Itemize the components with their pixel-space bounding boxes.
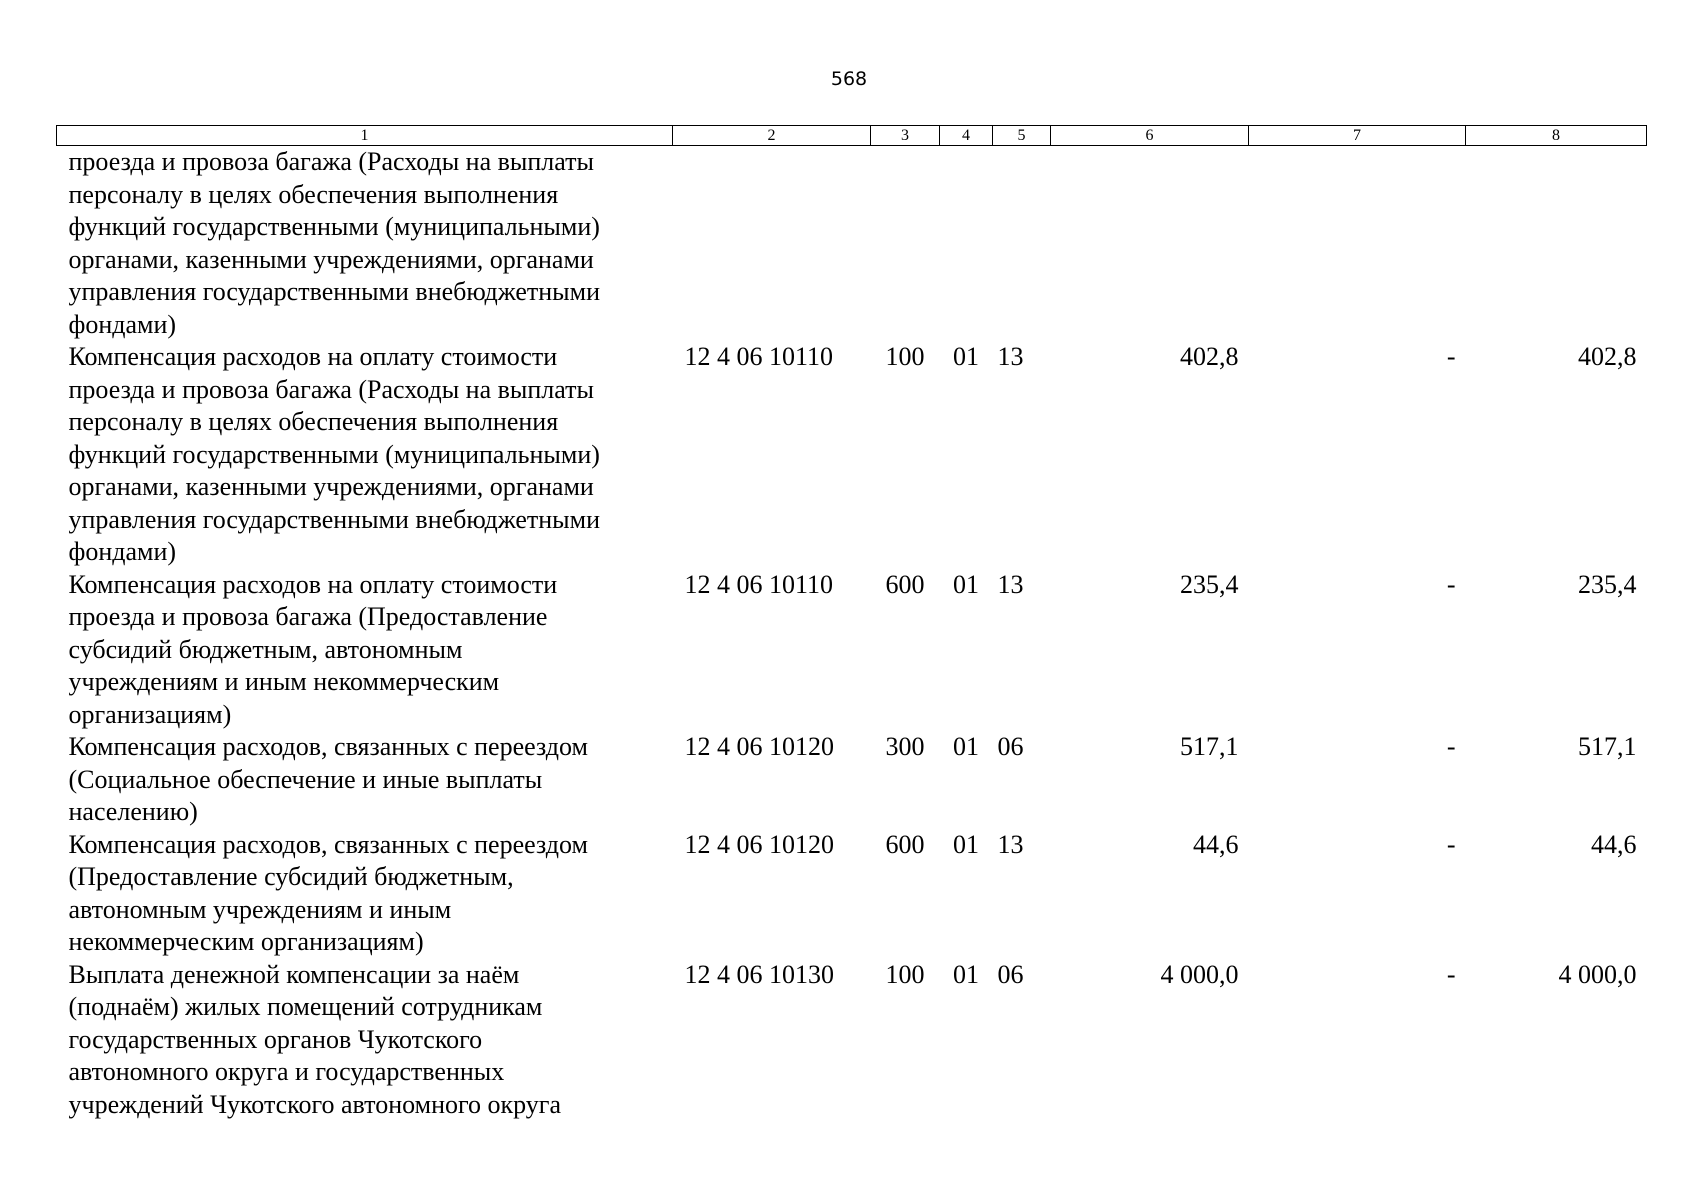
row-description [57,146,673,342]
column-header-1: 1 [57,126,673,146]
description-line: персоналу в целях обеспечения выполнения [68,179,559,209]
table-row [57,569,1647,732]
description-line: учреждениям и иным некоммерческим [68,667,500,696]
description-line: автономного округа и государственных [68,1057,505,1086]
row-description [57,829,673,959]
description-line: фондами) [68,537,177,566]
table-row [57,731,1647,829]
section-code: 01 [953,732,979,761]
amount-col-6: 402,8 [1180,342,1239,371]
amount-col-8 [1466,146,1647,342]
table-row [57,341,1647,569]
amount-col-7: - [1446,829,1456,859]
description-line: функций государственными (муниципальными) [68,212,600,241]
description-line: функций государственными (муниципальными) [68,439,600,469]
column-header-3: 3 [871,126,940,146]
description-line: (Социальное обеспечение и иные выплаты [68,764,543,794]
description-line: проезда и провоза багажа (Расходы на выплаты [68,374,594,404]
description-line: Компенсация расходов на оплату стоимости [68,569,558,599]
row-description [57,341,673,569]
subsection-code: 06 [997,732,1024,761]
table-row [57,959,1647,1122]
description-line: фондами) [68,309,177,339]
description-line: персоналу в целях обеспечения выполнения [68,407,559,436]
amount-col-6: 44,6 [1193,829,1239,859]
subsection-code: 06 [997,959,1024,989]
column-header-4: 4 [940,126,993,146]
description-line: автономным учреждениям и иным [68,894,452,924]
expense-type-code: 100 [885,342,925,371]
amount-col-8: 517,1 [1578,732,1637,761]
target-article-code: 12 4 06 10120 [684,732,834,761]
description-line: государственных органов Чукотского [68,1024,483,1054]
description-line: управления государственными внебюджетными [68,504,600,534]
row-description [57,959,673,1122]
description-line: некоммерческим организациям) [68,927,424,956]
amount-col-8: 235,4 [1578,569,1637,599]
description-line: проезда и провоза багажа (Предоставление [68,602,548,631]
target-article-code: 12 4 06 10130 [684,959,834,989]
subsection-code: 13 [997,342,1024,371]
description-line: Компенсация расходов, связанных с переездом [68,829,588,859]
amount-col-8: 44,6 [1591,829,1637,859]
expense-type-code: 600 [885,829,925,859]
subsection-code [993,146,1051,342]
description-line: (поднаём) жилых помещений сотрудникам [68,992,543,1021]
subsection-code: 13 [997,569,1024,599]
column-number-header-row [57,126,1647,146]
expense-type-code: 600 [885,569,925,599]
column-header-7: 7 [1249,126,1466,146]
subsection-code: 13 [997,829,1024,859]
amount-col-7: - [1446,959,1456,989]
section-code: 01 [953,342,979,371]
target-article-code: 12 4 06 10110 [684,569,834,599]
table-row [57,146,1647,342]
page-number: 568 [830,68,868,90]
amount-col-6: 4 000,0 [1160,959,1239,989]
amount-col-8: 402,8 [1578,342,1637,371]
description-line: Компенсация расходов на оплату стоимости [68,342,558,371]
expense-type-code: 300 [885,732,925,761]
description-line: организациям) [68,699,232,729]
row-description [57,731,673,829]
section-code: 01 [953,959,979,989]
target-article-code [673,146,871,342]
description-line: органами, казенными учреждениями, органами [68,472,594,501]
amount-col-7: - [1446,732,1456,761]
column-header-5: 5 [993,126,1051,146]
column-header-8: 8 [1466,126,1647,146]
amount-col-8: 4 000,0 [1558,959,1637,989]
description-line: управления государственными внебюджетными [68,277,600,306]
section-code: 01 [953,829,979,859]
target-article-code: 12 4 06 10110 [684,342,834,371]
description-line: Выплата денежной компенсации за наём [68,959,520,989]
section-code [940,146,993,342]
amount-col-7: - [1446,569,1456,599]
description-line: (Предоставление субсидий бюджетным, [68,862,514,891]
amount-col-6 [1051,146,1249,342]
description-line: населению) [68,797,198,826]
table-row [57,829,1647,959]
target-article-code: 12 4 06 10120 [684,829,834,859]
column-header-2: 2 [673,126,871,146]
expense-type-code [871,146,940,342]
amount-col-6: 235,4 [1180,569,1239,599]
section-code: 01 [953,569,979,599]
budget-table [56,125,1647,1121]
description-line: учреждений Чукотского автономного округа [68,1089,561,1119]
description-line: Компенсация расходов, связанных с переездом [68,732,588,761]
description-line: органами, казенными учреждениями, органами [68,244,594,274]
amount-col-6: 517,1 [1180,732,1239,761]
description-line: субсидий бюджетным, автономным [68,634,463,664]
row-description [57,569,673,732]
column-header-6: 6 [1051,126,1249,146]
amount-col-7: - [1446,342,1456,371]
amount-col-7 [1249,146,1466,342]
description-line: проезда и провоза багажа (Расходы на выплаты [68,147,594,176]
expense-type-code: 100 [885,959,925,989]
